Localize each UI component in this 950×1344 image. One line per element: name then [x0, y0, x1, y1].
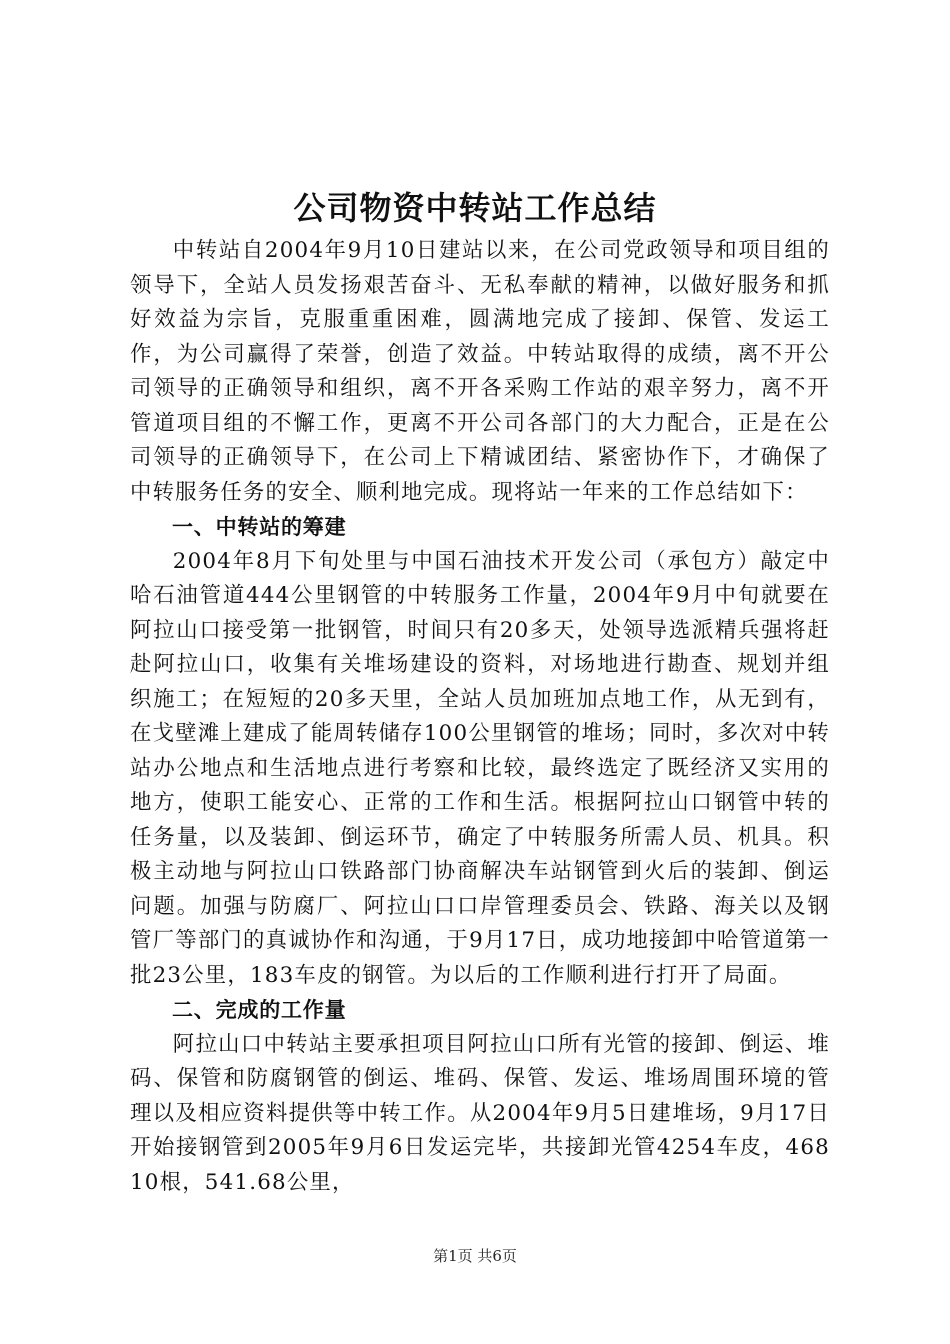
- paragraph-construction: 2004年8月下旬处里与中国石油技术开发公司（承包方）敲定中哈石油管道444公里钢管的中转服务工作量，2004年9月中旬就要在阿拉山口接受第一批钢管，时间只有20多天，处领导选派精兵强将赶赴阿拉山口，收集有关堆场建设的资料，对场地进行勘查、规划并组织施工；在短短的20多天里，全站人员加班加点地工作，从无到有，在戈壁滩上建成了能周转储存100公里钢管的堆场；同时，多次对中转站办公地点和生活地点进行考察和比较，最终选定了既经济又实用的地方，使职工能安心、正常的工作和生活。根据阿拉山口钢管中转的任务量，以及装卸、倒运环节，确定了中转服务所需人员、机具。积极主动地与阿拉山口铁路部门协商解决车站钢管到火后的装卸、倒运问题。加强与防腐厂、阿拉山口口岸管理委员会、铁路、海关以及钢管厂等部门的真诚协作和沟通，于9月17日，成功地接卸中哈管道第一批23公里，183车皮的钢管。为以后的工作顺利进行打开了局面。: [130, 548, 830, 988]
- document-body: [130, 234, 830, 1200]
- paragraph-workload: 阿拉山口中转站主要承担项目阿拉山口所有光管的接卸、倒运、堆码、保管和防腐钢管的倒运、堆码、保管、发运、堆场周围环境的管理以及相应资料提供等中转工作。从2004年9月5日建堆场，9月17日开始接钢管到2005年9月6日发运完毕，共接卸光管4254车皮，46810根，541.68公里，: [130, 1031, 830, 1195]
- page-footer: 第1页 共6页: [433, 1247, 517, 1265]
- section-heading-2: 二、完成的工作量: [172, 998, 347, 1022]
- paragraph-intro: 中转站自2004年9月10日建站以来，在公司党政领导和项目组的领导下，全站人员发扬艰苦奋斗、无私奉献的精神，以做好服务和抓好效益为宗旨，克服重重困难，圆满地完成了接卸、保管、发运工作，为公司赢得了荣誉，创造了效益。中转站取得的成绩，离不开公司领导的正确领导和组织，离不开各采购工作站的艰辛努力，离不开管道项目组的不懈工作，更离不开公司各部门的大力配合，正是在公司领导的正确领导下，在公司上下精诚团结、紧密协作下，才确保了中转服务任务的安全、顺利地完成。现将站一年来的工作总结如下：: [130, 238, 830, 505]
- document-title: 公司物资中转站工作总结: [293, 189, 657, 227]
- section-heading-1: 一、中转站的筹建: [172, 515, 347, 539]
